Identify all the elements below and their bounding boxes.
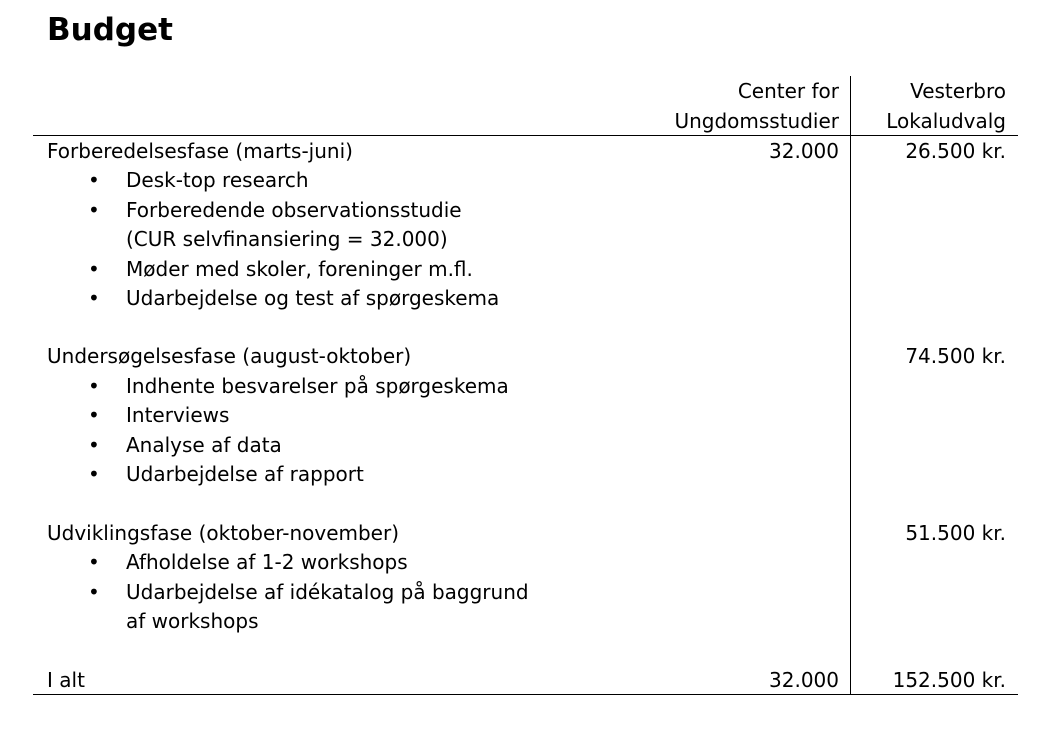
bullet-icon: • <box>88 462 100 486</box>
bullet-icon: • <box>88 550 100 574</box>
bullet-icon: • <box>88 433 100 457</box>
list-item-text: Udarbejdelse og test af spørgeskema <box>126 286 500 310</box>
list-item <box>88 578 529 608</box>
list-item <box>88 255 473 285</box>
list-item-continuation: (CUR selvfinansiering = 32.000) <box>126 227 448 251</box>
list-item <box>88 196 462 226</box>
bullet-icon: • <box>88 198 100 222</box>
phase-amount-vlu: 74.500 kr. <box>905 344 1006 368</box>
bullet-icon: • <box>88 286 100 310</box>
column-header-cur <box>674 77 839 136</box>
phase-title: Udviklingsfase (oktober-november) <box>47 521 400 545</box>
bullet-icon: • <box>88 257 100 281</box>
header-rule <box>33 135 1018 136</box>
list-item-text: Indhente besvarelser på spørgeskema <box>126 374 509 398</box>
list-item-continuation: af workshops <box>126 609 259 633</box>
phase-amount-cur: 32.000 <box>769 139 839 163</box>
list-item-text: Afholdelse af 1-2 workshops <box>126 550 408 574</box>
bullet-icon: • <box>88 403 100 427</box>
total-amount-vlu: 152.500 kr. <box>892 668 1006 692</box>
total-underline-main <box>33 694 1018 695</box>
list-item <box>88 284 499 314</box>
list-item-text: Desk-top research <box>126 168 309 192</box>
phase-title: Forberedelsesfase (marts-juni) <box>47 139 353 163</box>
column-header-vlu-line2: Lokaludvalg <box>886 108 1006 133</box>
list-item <box>88 431 282 461</box>
list-item <box>88 548 408 578</box>
list-item-text: Møder med skoler, foreninger m.fl. <box>126 257 473 281</box>
total-label: I alt <box>47 668 85 692</box>
total-amount-cur: 32.000 <box>769 668 839 692</box>
list-item-text: Forberedende observationsstudie <box>126 198 462 222</box>
list-item-text: Interviews <box>126 403 230 427</box>
page-title: Budget <box>47 12 173 48</box>
column-divider <box>850 76 851 694</box>
column-header-cur-line1: Center for <box>737 79 839 103</box>
column-header-cur-line2: Ungdomsstudier <box>674 108 839 133</box>
bullet-icon: • <box>88 580 100 604</box>
list-item <box>88 401 229 431</box>
list-item <box>88 460 364 490</box>
list-item-text: Udarbejdelse af idékatalog på baggrund <box>126 580 529 604</box>
phase-amount-vlu: 51.500 kr. <box>905 521 1006 545</box>
column-header-vlu <box>886 77 1006 136</box>
list-item <box>88 166 309 196</box>
list-item <box>88 372 509 402</box>
bullet-icon: • <box>88 374 100 398</box>
list-item-text: Udarbejdelse af rapport <box>126 462 364 486</box>
column-header-vlu-line1: Vesterbro <box>910 79 1006 103</box>
bullet-icon: • <box>88 168 100 192</box>
phase-title: Undersøgelsesfase (august-oktober) <box>47 344 412 368</box>
list-item-text: Analyse af data <box>126 433 282 457</box>
phase-amount-vlu: 26.500 kr. <box>905 139 1006 163</box>
